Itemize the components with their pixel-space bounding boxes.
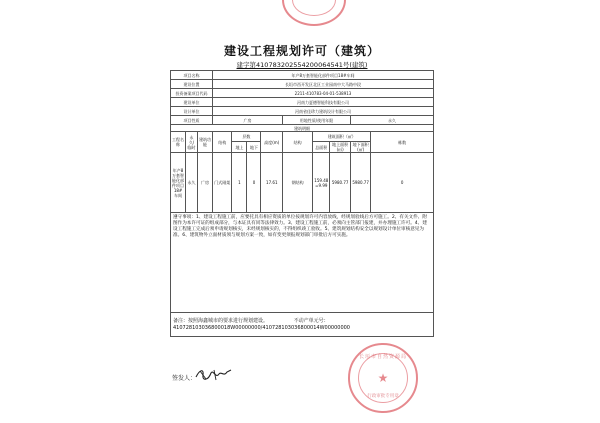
col-area: 建筑面积（㎡） xyxy=(313,132,371,142)
document-title: 建设工程规划许可（建筑） xyxy=(223,44,380,58)
number-value: 410783202554200064541 xyxy=(256,61,343,69)
cell-above: 1 xyxy=(232,153,247,213)
col-count: 栋数 xyxy=(371,132,434,153)
field-value: 长垣市西开发区北区工业园南中大马路中段 xyxy=(213,80,434,89)
col-floors: 层数 xyxy=(232,132,261,142)
field-value: 河南力夏德智能科技有限公司 xyxy=(213,98,434,107)
seal-inner-ring xyxy=(292,0,336,16)
col-permanent: 永久/临时 xyxy=(186,132,198,153)
col-project-name: 工程名称 xyxy=(171,132,186,153)
bottom-seal xyxy=(348,343,418,413)
remark-label: 备注： xyxy=(173,317,189,324)
nature-label: 项目性质 xyxy=(171,116,213,125)
building-detail-header xyxy=(171,125,434,132)
col-use: 建筑功能 xyxy=(197,132,212,153)
cell-material: 钢结构 xyxy=(283,153,313,213)
field-label: 设计单位 xyxy=(171,107,213,116)
detail-header-row-1 xyxy=(171,132,434,142)
col-below: 地下 xyxy=(247,142,261,153)
top-seal xyxy=(282,0,346,26)
number-prefix: 建字第 xyxy=(236,61,257,69)
signer-label: 签发人： xyxy=(172,375,197,382)
land-use-label: 用地性质/使用年限 xyxy=(283,116,351,125)
field-row-designer xyxy=(171,107,434,116)
col-above: 地上 xyxy=(232,142,247,153)
document-number xyxy=(170,60,434,69)
handwritten-signature xyxy=(194,365,234,387)
remark-text: 按照海鑫城市的要求进行规划建设。 xyxy=(188,317,269,324)
cell-above-area: 5980.77 xyxy=(330,153,350,213)
nature-value: 广房 xyxy=(213,116,283,125)
cell-below: 0 xyxy=(247,153,261,213)
field-row-project xyxy=(171,71,434,80)
field-label: 建设位置 xyxy=(171,80,213,89)
remark-row xyxy=(171,313,434,337)
col-material: 结构 xyxy=(283,132,313,153)
field-row-location xyxy=(171,80,434,89)
cell-count: 0 xyxy=(371,153,434,213)
field-label: 建设单位 xyxy=(171,98,213,107)
cell-project-name: 年产8万套智能化部件项目18#车间 xyxy=(171,153,186,213)
remark-cell xyxy=(171,313,434,337)
notes-text: 遵守事项：1、建设工程施工前，应要托具有相应资质的单位按规划许可内容放线，经规划验线后方可施工。2、有关文件、附图作为本许可证的组成部分，与本证具有同等法律效力。3、建设工程施工前，必须向主管部门报建，并办理施工许可。4、建设工程施工完成后须申请规划核实，未经规划核实的，不得组织竣工验收。5、建筑规划结构安全以规划设计单位审核意见为准。6、建筑物外立面材质须与规划方案一致，如有变更须报规划部门审批后方可实施。 xyxy=(171,213,434,313)
field-value: 年产8万套智能化部件项目18#车间 xyxy=(213,71,434,80)
property-label: 不动产单元号： xyxy=(293,317,329,324)
cell-height: 17.61 xyxy=(261,153,283,213)
land-use-value: 永久 xyxy=(350,116,433,125)
cell-permanent: 永久 xyxy=(186,153,198,213)
signature-drawing xyxy=(194,365,234,383)
cell-total: 159.48=9.99 xyxy=(313,153,330,213)
property-codes: 410728103036800018W00000000/410728103036800014W00000000 xyxy=(173,324,350,331)
notes-row xyxy=(171,213,434,313)
col-structure: 结构 xyxy=(213,132,232,153)
field-row-code xyxy=(171,89,434,98)
field-row-nature xyxy=(171,116,434,125)
seal-star-icon: ★ xyxy=(377,371,389,386)
bottom-seal-text: 长垣市自然资源局 xyxy=(358,354,407,360)
cell-structure: 门式刚架 xyxy=(213,153,232,213)
col-total: 总面积 xyxy=(313,142,330,153)
field-row-builder xyxy=(171,98,434,107)
col-above-area: 地上面积(㎡) xyxy=(330,142,350,153)
number-suffix: 号(建筑) xyxy=(342,61,368,69)
col-height: 高度(m) xyxy=(261,132,283,153)
field-value: 河南省佳珍力建筑设计有限公司 xyxy=(213,107,434,116)
field-label: 项目名称 xyxy=(171,71,213,80)
col-below-area: 地下面积(㎡) xyxy=(350,142,370,153)
cell-below-area: 5980.77 xyxy=(350,153,370,213)
building-detail-title: 建筑明细 xyxy=(171,125,434,132)
permit-table xyxy=(170,70,434,337)
bottom-seal-sub: 行政审批专用章 xyxy=(367,394,399,399)
detail-data-row xyxy=(171,153,434,213)
field-label: 投资备案项目代码 xyxy=(171,89,213,98)
field-value: 2211-410783-04-01-538913 xyxy=(213,89,434,98)
cell-use: 广房 xyxy=(197,153,212,213)
